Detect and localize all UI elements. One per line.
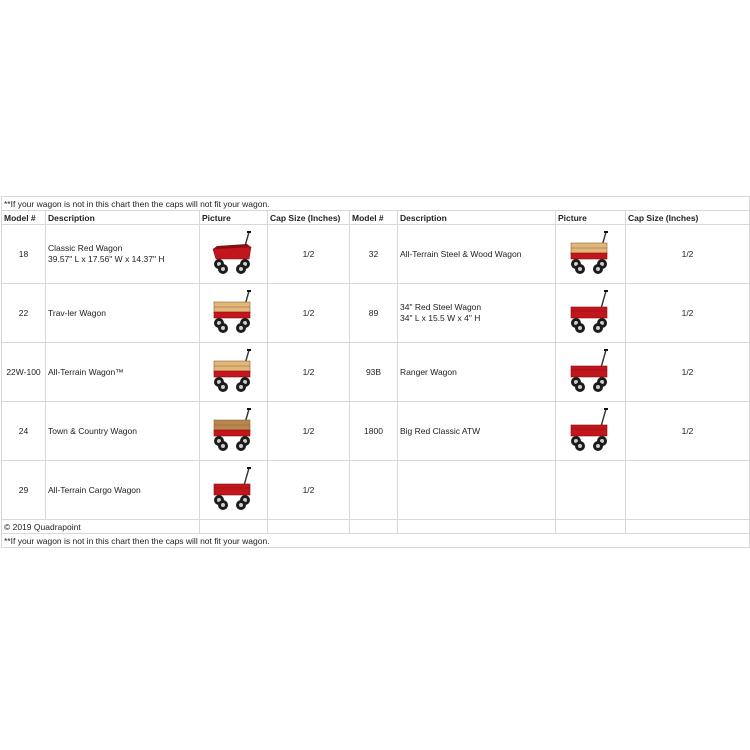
empty-cell: [350, 461, 398, 520]
cap-size: 1/2: [626, 284, 750, 343]
description-cell: [46, 402, 200, 461]
description-cell: [46, 225, 200, 284]
empty-cell: [626, 461, 750, 520]
wagon-picture: [200, 402, 268, 461]
wagon-row: [2, 402, 750, 461]
model-number: 29: [2, 461, 46, 520]
wagon-icon: [209, 229, 259, 279]
description-line: Town & Country Wagon: [48, 425, 137, 436]
copyright-row: [2, 520, 750, 534]
wagon-picture: [200, 461, 268, 520]
wagon-picture: [556, 402, 626, 461]
description-cell: [46, 343, 200, 402]
description-line: Big Red Classic ATW: [400, 425, 481, 436]
wagon-cap-size-chart: [1, 196, 749, 552]
wagon-row: [2, 284, 750, 343]
header-cap-size-left: Cap Size (Inches): [268, 211, 350, 225]
description-cell: [398, 284, 556, 343]
dimensions-line: 34" L x 15.5 W x 4" H: [400, 313, 481, 323]
header-picture-left: Picture: [200, 211, 268, 225]
model-number: 18: [2, 225, 46, 284]
top-note-row: [2, 197, 750, 211]
description-cell: [398, 225, 556, 284]
wagon-picture: [556, 343, 626, 402]
cap-size: 1/2: [626, 343, 750, 402]
model-number: 22: [2, 284, 46, 343]
header-model-right: Model #: [350, 211, 398, 225]
model-number: 1800: [350, 402, 398, 461]
header-model-left: Model #: [2, 211, 46, 225]
wagon-row: [2, 461, 750, 520]
wagon-icon: [566, 288, 616, 338]
cap-size: 1/2: [268, 343, 350, 402]
model-number: 32: [350, 225, 398, 284]
header-description-left: Description: [46, 211, 200, 225]
wagon-icon: [566, 406, 616, 456]
cap-size: 1/2: [268, 402, 350, 461]
wagon-icon: [566, 229, 616, 279]
description-line: Trav-ler Wagon: [48, 307, 106, 318]
wagon-row: [2, 225, 750, 284]
wagon-row: [2, 343, 750, 402]
wagon-picture: [556, 225, 626, 284]
copyright-text: © 2019 Quadrapoint: [2, 520, 200, 534]
cap-size: 1/2: [268, 225, 350, 284]
header-row: [2, 211, 750, 225]
footer-note-row: [2, 534, 750, 548]
header-picture-right: Picture: [556, 211, 626, 225]
model-number: 93B: [350, 343, 398, 402]
description-line: All-Terrain Steel & Wood Wagon: [400, 248, 522, 259]
model-number: 89: [350, 284, 398, 343]
cap-size: 1/2: [268, 461, 350, 520]
spreadsheet-grid: [1, 196, 750, 548]
description-line: Classic Red Wagon: [48, 243, 123, 253]
wagon-icon: [209, 406, 259, 456]
model-number: 24: [2, 402, 46, 461]
model-number: 22W-100: [2, 343, 46, 402]
empty-cell: [398, 461, 556, 520]
wagon-icon: [209, 288, 259, 338]
dimensions-line: 39.57" L x 17.56" W x 14.37" H: [48, 254, 165, 264]
description-line: All-Terrain Wagon™: [48, 366, 124, 377]
header-description-right: Description: [398, 211, 556, 225]
cap-size: 1/2: [626, 402, 750, 461]
wagon-picture: [556, 284, 626, 343]
cap-size: 1/2: [268, 284, 350, 343]
header-cap-size-right: Cap Size (Inches): [626, 211, 750, 225]
description-line: Ranger Wagon: [400, 366, 457, 377]
cap-size: 1/2: [626, 225, 750, 284]
empty-cell: [556, 461, 626, 520]
description-cell: [46, 461, 200, 520]
description-line: 34" Red Steel Wagon: [400, 302, 482, 312]
wagon-picture: [200, 284, 268, 343]
description-cell: [46, 284, 200, 343]
description-cell: [398, 402, 556, 461]
wagon-picture: [200, 225, 268, 284]
description-cell: [398, 343, 556, 402]
wagon-icon: [209, 347, 259, 397]
wagon-picture: [200, 343, 268, 402]
wagon-icon: [209, 465, 259, 515]
wagon-icon: [566, 347, 616, 397]
description-line: All-Terrain Cargo Wagon: [48, 484, 141, 495]
footer-note: **If your wagon is not in this chart then the caps will not fit your wagon.: [2, 534, 750, 548]
top-note: **If your wagon is not in this chart then the caps will not fit your wagon.: [2, 197, 750, 211]
